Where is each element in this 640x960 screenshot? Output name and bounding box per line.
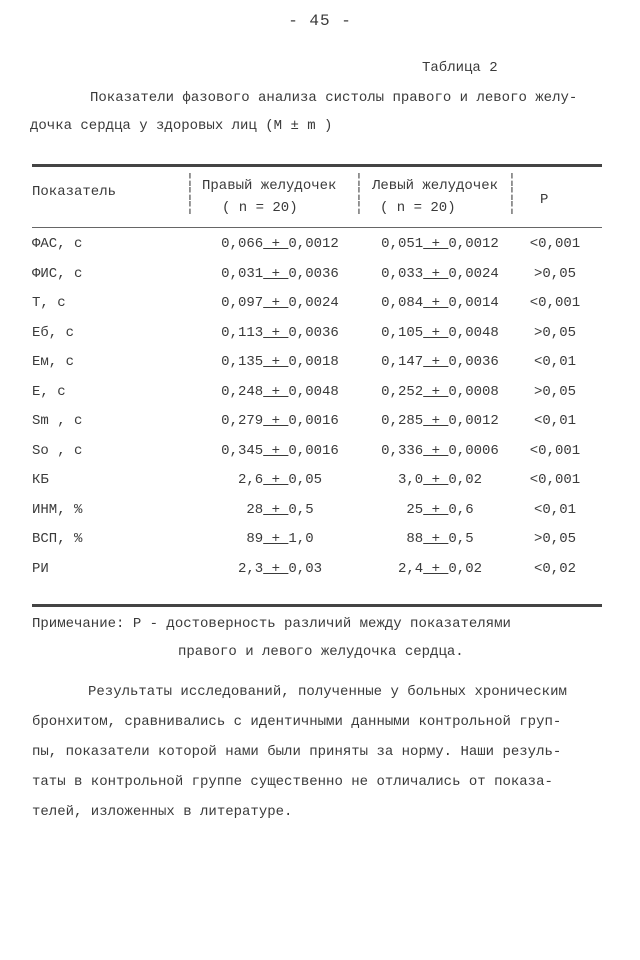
page-number: - 45 -: [288, 12, 352, 30]
left-ventricle-value: [360, 413, 520, 429]
left-ventricle-value: [360, 384, 520, 400]
plus-minus-sign: +: [263, 384, 289, 400]
plus-minus-sign: +: [423, 236, 449, 252]
row-indicator: [32, 561, 49, 577]
note-line-2: правого и левого желудочка сердца.: [178, 644, 464, 660]
plus-minus-sign: +: [423, 502, 449, 518]
left-ventricle-value: [360, 531, 520, 547]
right-ventricle-value: [200, 295, 360, 311]
plus-minus-sign: +: [263, 502, 289, 518]
p-value: [515, 413, 595, 429]
mean-value: 0,345: [221, 443, 264, 459]
mean-value: 0,336: [381, 443, 424, 459]
mean-value: 25: [406, 502, 424, 518]
header-bottom-rule: [32, 227, 602, 228]
right-ventricle-value: [200, 561, 360, 577]
note-line-1: Примечание: P - достоверность различий между показателями: [32, 616, 511, 632]
left-ventricle-value: [360, 236, 520, 252]
plus-minus-sign: +: [263, 236, 289, 252]
indicator-name: Ем, с: [32, 354, 75, 370]
indicator-name: ФАС, с: [32, 236, 83, 252]
p-value: [515, 443, 595, 459]
plus-minus-sign: +: [263, 266, 289, 282]
plus-minus-sign: +: [423, 531, 449, 547]
mean-value: 0,097: [221, 295, 264, 311]
table-top-rule: [32, 164, 602, 167]
error-value: 0,0008: [448, 384, 499, 400]
error-value: 0,6: [448, 502, 474, 518]
table-bottom-rule: [32, 604, 602, 607]
table-caption-line-2: дочка сердца у здоровых лиц (M ± m ): [30, 118, 333, 134]
header-left-ventricle: Левый желудочек: [372, 178, 499, 194]
mean-value: 3,0: [397, 472, 424, 488]
paragraph-line: бронхитом, сравнивались с идентичными данными контрольной груп-: [32, 714, 562, 730]
mean-value: 0,135: [221, 354, 264, 370]
error-value: 0,5: [288, 502, 314, 518]
row-indicator: [32, 502, 82, 518]
mean-value: 0,033: [381, 266, 424, 282]
p-value-text: <0,01: [533, 354, 576, 370]
plus-minus-sign: +: [423, 325, 449, 341]
header-p: P: [540, 192, 549, 208]
error-value: 0,0014: [448, 295, 499, 311]
left-ventricle-value: [360, 502, 520, 518]
error-value: 0,0016: [288, 443, 339, 459]
p-value: [515, 236, 595, 252]
p-value: [515, 354, 595, 370]
error-value: 0,0048: [448, 325, 499, 341]
error-value: 1,0: [288, 531, 314, 547]
left-ventricle-value: [360, 472, 520, 488]
error-value: 0,0012: [448, 236, 499, 252]
table-label: Таблица 2: [422, 60, 498, 76]
header-separator: ╎ ╎ ╎: [355, 173, 363, 216]
mean-value: 0,051: [381, 236, 424, 252]
right-ventricle-value: [200, 384, 360, 400]
p-value-text: >0,05: [533, 384, 576, 400]
mean-value: 2,6: [237, 472, 264, 488]
left-ventricle-value: [360, 325, 520, 341]
plus-minus-sign: +: [263, 561, 289, 577]
error-value: 0,0006: [448, 443, 499, 459]
row-indicator: [32, 295, 66, 311]
header-right-n: ( n = 20): [222, 200, 298, 216]
indicator-name: Е, с: [32, 384, 66, 400]
right-ventricle-value: [200, 413, 360, 429]
row-indicator: [32, 443, 82, 459]
p-value-text: >0,05: [533, 531, 576, 547]
indicator-name: РИ: [32, 561, 49, 577]
row-indicator: [32, 531, 82, 547]
row-indicator: [32, 354, 74, 370]
row-indicator: [32, 413, 82, 429]
right-ventricle-value: [200, 266, 360, 282]
right-ventricle-value: [200, 472, 360, 488]
mean-value: 0,285: [381, 413, 424, 429]
plus-minus-sign: +: [423, 354, 449, 370]
mean-value: 0,031: [221, 266, 264, 282]
p-value-text: >0,05: [533, 266, 576, 282]
plus-minus-sign: +: [263, 354, 289, 370]
plus-minus-sign: +: [263, 295, 289, 311]
p-value-text: <0,01: [533, 413, 576, 429]
p-value: [515, 266, 595, 282]
indicator-name: Еб, с: [32, 325, 75, 341]
row-indicator: [32, 472, 49, 488]
error-value: 0,0016: [288, 413, 339, 429]
plus-minus-sign: +: [263, 472, 289, 488]
p-value: [515, 531, 595, 547]
mean-value: 0,279: [221, 413, 264, 429]
right-ventricle-value: [200, 354, 360, 370]
header-separator: ╎ ╎ ╎: [186, 173, 194, 216]
p-value: [515, 472, 595, 488]
indicator-name: КБ: [32, 472, 49, 488]
plus-minus-sign: +: [263, 443, 289, 459]
p-value: [515, 502, 595, 518]
left-ventricle-value: [360, 561, 520, 577]
p-value-text: <0,001: [529, 236, 581, 252]
mean-value: 0,252: [381, 384, 424, 400]
p-value-text: <0,001: [529, 443, 581, 459]
p-value: [515, 325, 595, 341]
right-ventricle-value: [200, 236, 360, 252]
error-value: 0,0024: [288, 295, 339, 311]
left-ventricle-value: [360, 266, 520, 282]
paragraph-line: пы, показатели которой нами были приняты за норму. Наши резуль-: [32, 744, 562, 760]
error-value: 0,05: [288, 472, 323, 488]
error-value: 0,02: [448, 472, 483, 488]
plus-minus-sign: +: [263, 325, 289, 341]
p-value-text: <0,02: [533, 561, 576, 577]
error-value: 0,0024: [448, 266, 499, 282]
right-ventricle-value: [200, 443, 360, 459]
row-indicator: [32, 236, 82, 252]
mean-value: 0,113: [221, 325, 264, 341]
plus-minus-sign: +: [263, 413, 289, 429]
plus-minus-sign: +: [423, 413, 449, 429]
paragraph-line: телей, изложенных в литературе.: [32, 804, 293, 820]
plus-minus-sign: +: [423, 295, 449, 311]
row-indicator: [32, 266, 82, 282]
row-indicator: [32, 384, 66, 400]
p-value-text: <0,001: [529, 472, 581, 488]
plus-minus-sign: +: [263, 531, 289, 547]
error-value: 0,02: [448, 561, 483, 577]
header-left-n: ( n = 20): [380, 200, 456, 216]
right-ventricle-value: [200, 502, 360, 518]
indicator-name: ВСП, %: [32, 531, 83, 547]
error-value: 0,0012: [288, 236, 339, 252]
indicator-name: So , с: [32, 443, 83, 459]
error-value: 0,5: [448, 531, 474, 547]
indicator-name: ИНМ, %: [32, 502, 83, 518]
table-caption-line-1: Показатели фазового анализа систолы правого и левого желу-: [90, 90, 578, 106]
mean-value: 2,4: [397, 561, 424, 577]
header-right-ventricle: Правый желудочек: [202, 178, 337, 194]
p-value: [515, 561, 595, 577]
plus-minus-sign: +: [423, 384, 449, 400]
mean-value: 89: [246, 531, 264, 547]
header-indicator: Показатель: [32, 184, 117, 200]
mean-value: 0,066: [221, 236, 264, 252]
mean-value: 88: [406, 531, 424, 547]
error-value: 0,0018: [288, 354, 339, 370]
left-ventricle-value: [360, 295, 520, 311]
plus-minus-sign: +: [423, 561, 449, 577]
mean-value: 0,147: [381, 354, 424, 370]
header-separator: ╎ ╎ ╎: [508, 173, 516, 216]
plus-minus-sign: +: [423, 266, 449, 282]
plus-minus-sign: +: [423, 472, 449, 488]
mean-value: 0,248: [221, 384, 264, 400]
error-value: 0,0012: [448, 413, 499, 429]
plus-minus-sign: +: [423, 443, 449, 459]
paragraph-line: таты в контрольной группе существенно не отличались от показа-: [32, 774, 553, 790]
error-value: 0,03: [288, 561, 323, 577]
mean-value: 0,105: [381, 325, 424, 341]
left-ventricle-value: [360, 443, 520, 459]
mean-value: 28: [246, 502, 264, 518]
p-value-text: <0,01: [533, 502, 576, 518]
right-ventricle-value: [200, 531, 360, 547]
indicator-name: Sm , с: [32, 413, 83, 429]
indicator-name: ФИС, с: [32, 266, 83, 282]
right-ventricle-value: [200, 325, 360, 341]
p-value: [515, 384, 595, 400]
p-value: [515, 295, 595, 311]
indicator-name: T, с: [32, 295, 66, 311]
error-value: 0,0036: [448, 354, 499, 370]
mean-value: 0,084: [381, 295, 424, 311]
paragraph-line: Результаты исследований, полученные у больных хроническим: [88, 684, 567, 700]
row-indicator: [32, 325, 74, 341]
error-value: 0,0036: [288, 325, 339, 341]
p-value-text: >0,05: [533, 325, 576, 341]
error-value: 0,0036: [288, 266, 339, 282]
left-ventricle-value: [360, 354, 520, 370]
mean-value: 2,3: [237, 561, 264, 577]
error-value: 0,0048: [288, 384, 339, 400]
p-value-text: <0,001: [529, 295, 581, 311]
